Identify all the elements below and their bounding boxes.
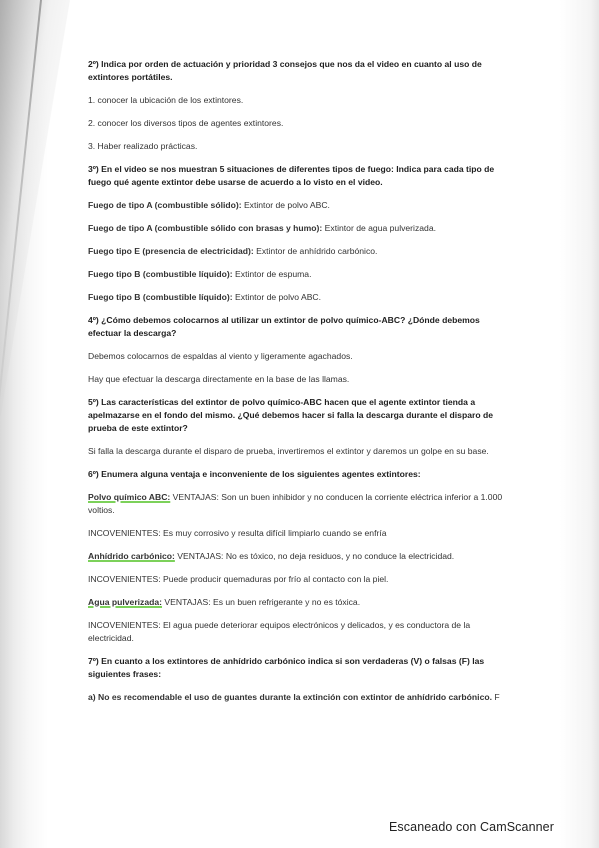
question-6-item-5 <box>88 596 508 609</box>
question-2-answer-2: 2. conocer los diversos tipos de agentes extintores. <box>88 118 284 128</box>
fire-type-text: Extintor de espuma. <box>232 269 312 279</box>
statement-answer: F <box>492 692 500 702</box>
question-4-answer-2: Hay que efectuar la descarga directamente en la base de las llamas. <box>88 374 350 384</box>
statement-text: a) No es recomendable el uso de guantes durante la extinción con extintor de anhídrido carbónico. <box>88 692 492 702</box>
question-2-answer-3: 3. Haber realizado prácticas. <box>88 141 198 151</box>
question-6-item-3 <box>88 550 508 563</box>
question-4-title: 4º) ¿Cómo debemos colocarnos al utilizar un extintor de polvo químico-ABC? ¿Dónde debemos efectuar la descarga? <box>88 315 480 338</box>
question-6-item-1 <box>88 491 508 517</box>
fire-type-label: Fuego tipo E (presencia de electricidad): <box>88 246 254 256</box>
document-body <box>88 58 508 714</box>
question-5-title: 5º) Las características del extintor de polvo químico-ABC hacen que el agente extintor tienda a apelmazarse en el fondo del mismo. ¿Qué debemos hacer si falla la descarga durante el disparo de prueba de este extintor? <box>88 397 493 433</box>
fire-type-label: Fuego de tipo A (combustible sólido): <box>88 200 242 210</box>
question-5-answer: Si falla la descarga durante el disparo de prueba, invertiremos el extintor y daremos un golpe en su base. <box>88 446 489 456</box>
question-3-answer-4 <box>88 268 508 281</box>
page-fold-shadow <box>0 0 42 440</box>
agent-text: VENTAJAS: No es tóxico, no deja residuos, y no conduce la electricidad. <box>174 551 455 561</box>
agent-text: VENTAJAS: Son un buen inhibidor y no conducen la corriente eléctrica inferior a 1.000 voltios. <box>88 492 503 515</box>
question-6-title: 6º) Enumera alguna ventaja e inconveniente de los siguientes agentes extintores: <box>88 469 421 479</box>
agent-text: VENTAJAS: Es un buen refrigerante y no es tóxica. <box>162 597 361 607</box>
question-4-answer-1: Debemos colocarnos de espaldas al viento y ligeramente agachados. <box>88 351 353 361</box>
agent-text: INCOVENIENTES: Puede producir quemaduras por frío al contacto con la piel. <box>88 574 389 584</box>
question-3-answer-2 <box>88 222 508 235</box>
agent-text: INCOVENIENTES: Es muy corrosivo y resulta difícil limpiarlo cuando se enfría <box>88 528 387 538</box>
fire-type-text: Extintor de polvo ABC. <box>241 200 330 210</box>
agent-label: Anhídrido carbónico: <box>88 551 175 561</box>
agent-label: Polvo químico ABC: <box>88 492 171 502</box>
fire-type-text: Extintor de agua pulverizada. <box>322 223 436 233</box>
fire-type-text: Extintor de polvo ABC. <box>232 292 322 302</box>
fire-type-label: Fuego tipo B (combustible líquido): <box>88 292 233 302</box>
fire-type-text: Extintor de anhídrido carbónico. <box>253 246 378 256</box>
question-6-item-2 <box>88 527 508 540</box>
question-6-item-6 <box>88 619 508 645</box>
question-3-title: 3º) En el video se nos muestran 5 situaciones de diferentes tipos de fuego: Indica para cada tipo de fuego qué agente extintor debe usarse de acuerdo a lo visto en el video. <box>88 164 495 187</box>
question-6-item-4 <box>88 573 508 586</box>
question-3-answer-5 <box>88 291 508 304</box>
agent-label: Agua pulverizada: <box>88 597 163 607</box>
fire-type-label: Fuego tipo B (combustible líquido): <box>88 269 233 279</box>
agent-text: INCOVENIENTES: El agua puede deteriorar equipos electrónicos y delicados, y es conductora de la electricidad. <box>88 620 471 643</box>
question-7-title: 7º) En cuanto a los extintores de anhídrido carbónico indica si son verdaderas (V) o falsas (F) las siguientes frases: <box>88 656 485 679</box>
question-3-answer-3 <box>88 245 508 258</box>
question-7-item-a <box>88 691 508 704</box>
scanner-watermark: Escaneado con CamScanner <box>389 820 554 834</box>
question-2-title: 2º) Indica por orden de actuación y prioridad 3 consejos que nos da el video en cuanto al uso de extintores portátiles. <box>88 59 482 82</box>
question-2-answer-1: 1. conocer la ubicación de los extintores. <box>88 95 244 105</box>
fire-type-label: Fuego de tipo A (combustible sólido con brasas y humo): <box>88 223 323 233</box>
question-3-answer-1 <box>88 199 508 212</box>
